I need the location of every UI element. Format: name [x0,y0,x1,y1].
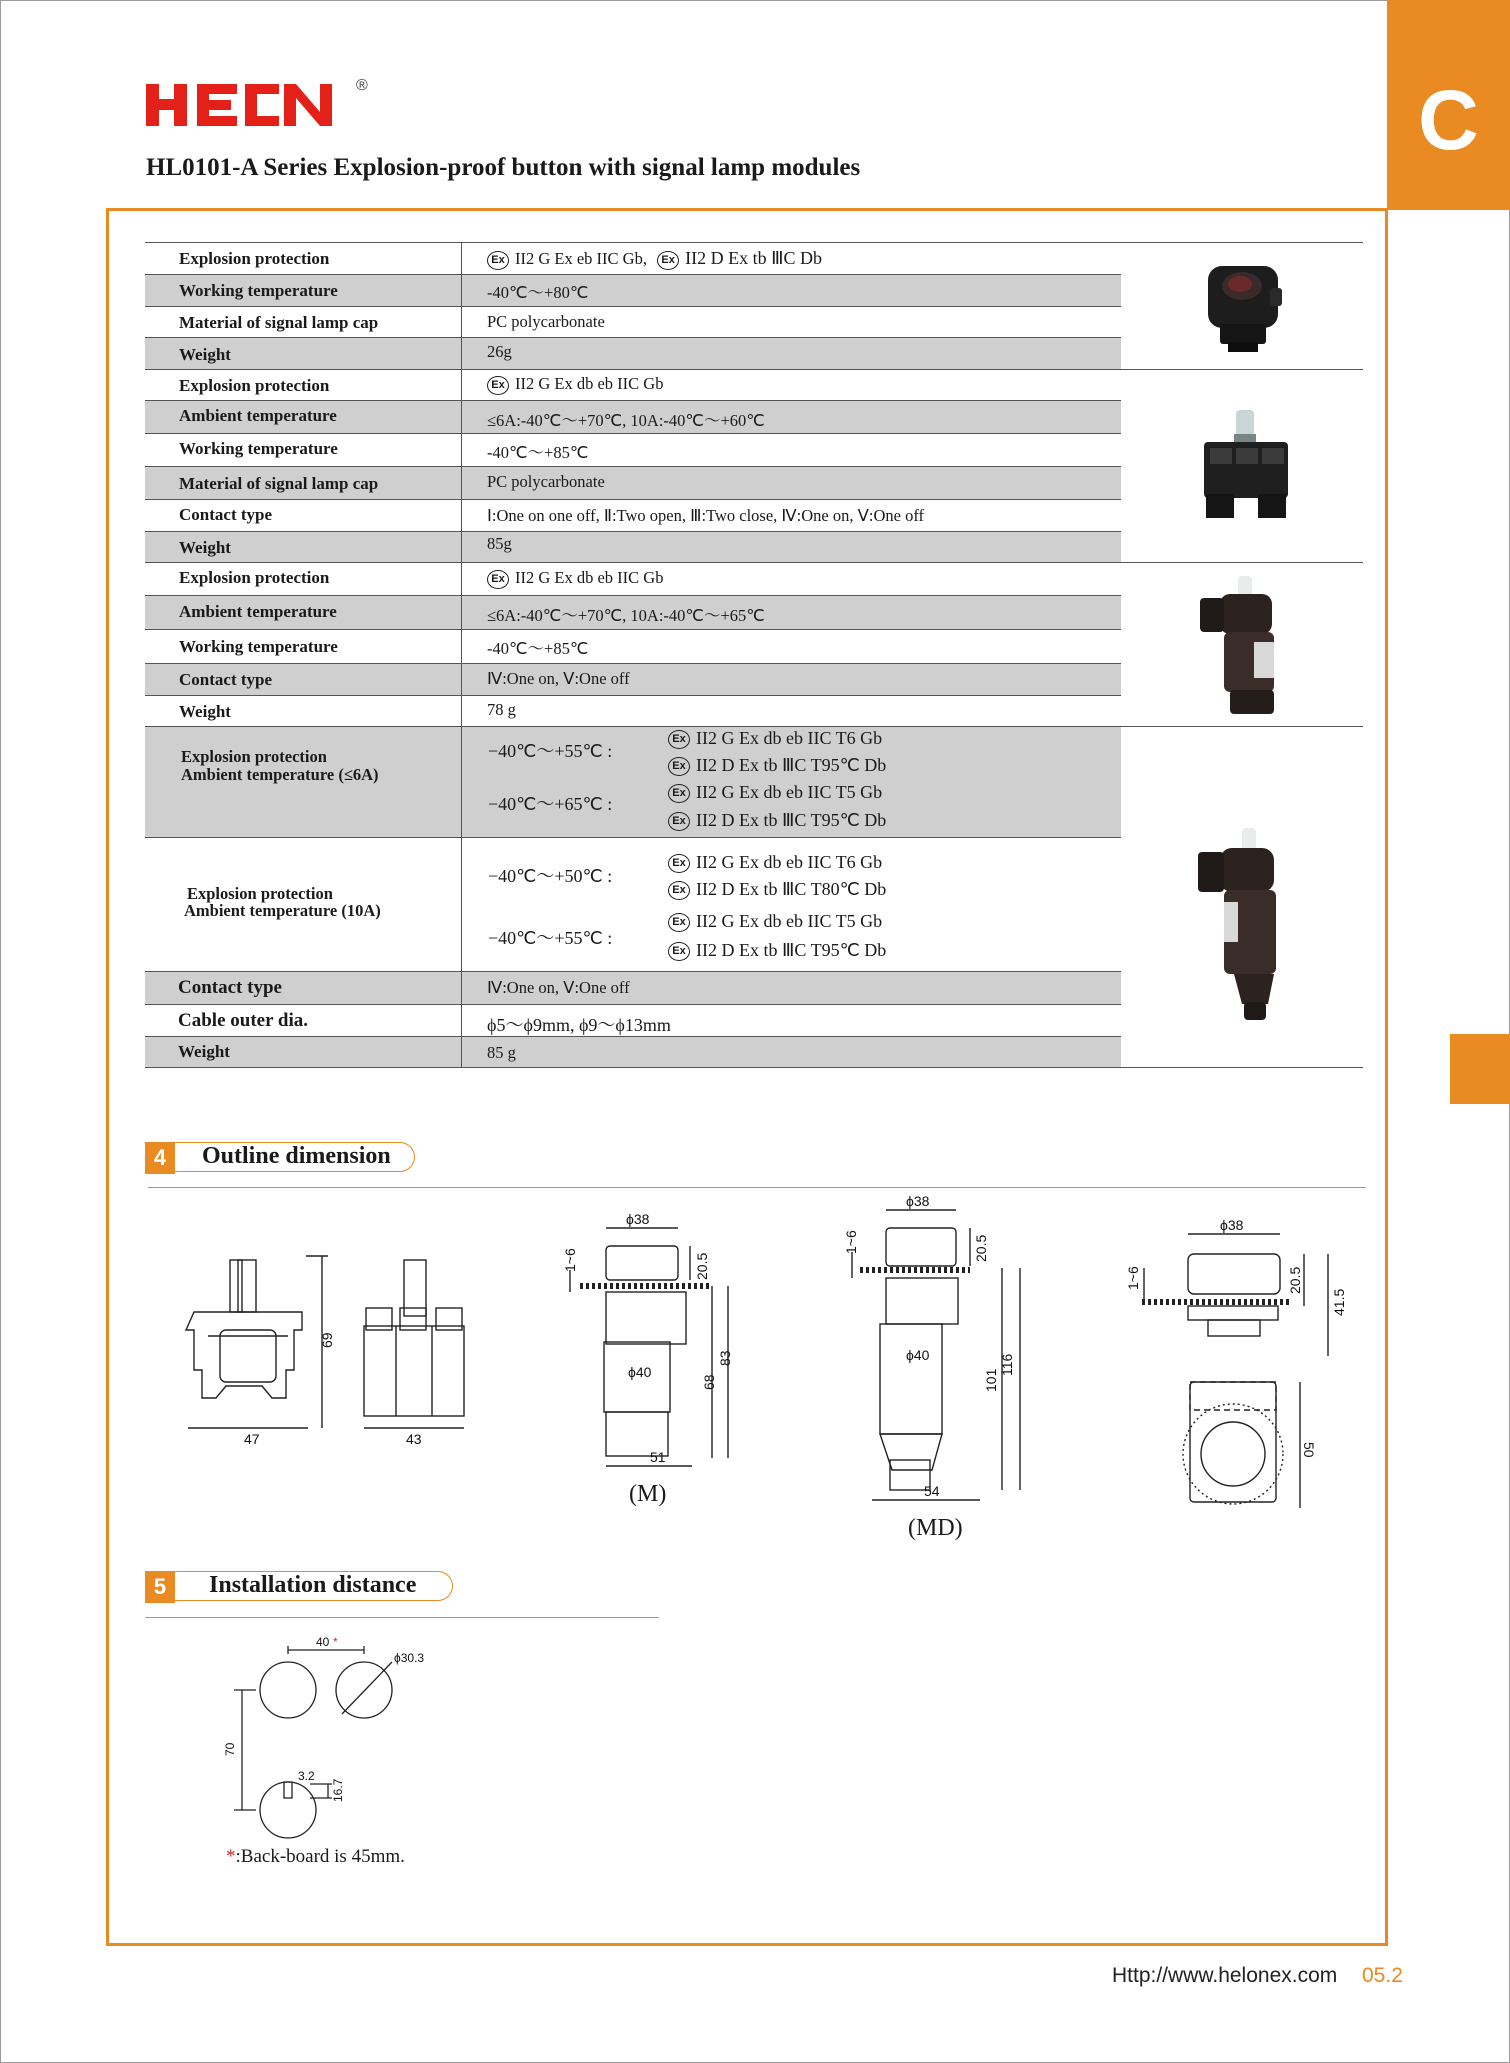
section-tab: C [1387,0,1510,210]
ex-mark-icon: Ex [668,812,690,831]
row-label: Weight [179,538,231,557]
table-row [145,727,1121,838]
svg-text:®: ® [356,77,368,94]
section-number: 5 [145,1571,175,1603]
table-row [145,307,1121,338]
table-row [145,532,1121,563]
row-value [487,374,663,395]
ex-marking: II2 D Ex tb ⅢC T80℃ Db [696,879,887,899]
caption-m: (M) [629,1481,667,1507]
section-rule [148,1187,1366,1188]
row-label: Explosion protection [187,884,333,903]
dim-label: ϕ30.3 [394,1651,425,1665]
row-label: Material of signal lamp cap [179,474,379,493]
row-label: Contact type [179,505,273,524]
temp-range: −40℃～+65℃ : [488,794,613,814]
row-label: Ambient temperature [179,602,337,621]
row-label: Weight [178,1042,230,1061]
ex-marking: II2 D Ex tb ⅢC T95℃ Db [696,940,887,960]
column-divider [461,243,462,1068]
ex-mark-icon: Ex [487,570,509,589]
table-row [145,467,1121,500]
brand-logo [144,76,374,137]
installation-distance-drawing [220,1628,450,1848]
product-photo-m-module [1194,576,1286,723]
dim-label: 54 [924,1483,940,1499]
dim-label: ϕ38 [626,1211,650,1227]
ex-mark-icon: Ex [487,376,509,395]
dim-label: ϕ38 [1220,1217,1244,1233]
product-photo-lamp-cap [1198,258,1288,361]
table-row [145,338,1121,370]
dim-label: 40 [316,1635,330,1649]
row-label: Explosion protection [181,747,327,766]
ex-mark-icon: Ex [668,881,690,900]
row-value: -40℃～+80℃ [487,283,589,302]
row-label: Weight [179,702,231,721]
dim-label: 16.7 [331,1778,345,1802]
row-value: 85g [487,534,512,553]
temp-range: −40℃～+55℃ : [488,741,613,761]
ex-marking: II2 G Ex db eb IIC Gb [515,568,664,587]
ex-mark-icon: Ex [487,251,509,270]
row-value: PC polycarbonate [487,472,605,491]
temp-range: −40℃～+50℃ : [488,866,613,886]
table-row [145,370,1121,401]
section-title: Outline dimension [202,1143,391,1169]
table-row [145,500,1121,532]
row-label: Ambient temperature [179,406,337,425]
ex-marking: II2 G Ex db eb IIC T5 Gb [696,782,883,802]
row-value: ≤6A:-40℃～+70℃, 10A:-40℃～+60℃ [487,411,765,430]
row-label: Ambient temperature (≤6A) [181,765,379,784]
temp-range: −40℃～+55℃ : [488,928,613,948]
row-value: -40℃～+85℃ [487,443,589,462]
ex-mark-icon: Ex [668,757,690,776]
group-divider [1121,369,1363,370]
dim-label: 50 [1301,1442,1317,1458]
ex-marking: II2 G Ex db eb IIC T6 Gb [696,728,883,748]
outline-dimension-drawings [180,1190,1380,1540]
note-asterisk: * [226,1846,236,1867]
dim-label: 69 [319,1332,335,1348]
table-row [145,664,1121,696]
row-value: -40℃～+85℃ [487,639,589,658]
row-value: Ⅳ:One on, Ⅴ:One off [487,669,630,688]
row-value [487,568,663,589]
row-label: Explosion protection [179,376,330,395]
group-divider [1121,562,1363,563]
row-label: Cable outer dia. [178,1010,309,1031]
dim-label: ϕ40 [906,1347,930,1363]
ex-mark-icon: Ex [668,942,690,961]
table-row [145,243,1121,275]
dim-label: 51 [650,1449,666,1465]
group-divider [1121,1067,1363,1068]
table-row [145,630,1121,664]
table-row [145,401,1121,434]
drawing-contact-block-front [364,1260,464,1428]
dim-label: 116 [999,1353,1015,1376]
table-row [145,563,1121,596]
ex-mark-icon: Ex [668,854,690,873]
dim-label: 1~6 [562,1248,578,1272]
ex-mark-icon: Ex [668,730,690,749]
ex-marking: II2 D Ex tb ⅢC Db [685,248,822,268]
drawing-md-module [852,1210,1020,1500]
dim-label: 68 [701,1374,717,1390]
row-label: Explosion protection [179,568,330,587]
dim-label: 41.5 [1331,1288,1347,1316]
ex-mark-icon: Ex [668,784,690,803]
dim-label: 1~6 [1125,1266,1141,1290]
row-label: Contact type [178,977,282,998]
row-value: PC polycarbonate [487,312,605,331]
table-row [145,1037,1121,1068]
row-label: Explosion protection [179,249,330,268]
row-label: Working temperature [179,439,338,458]
dim-label: 3.2 [298,1769,315,1783]
ex-mark-icon: Ex [657,251,679,270]
side-tab-marker [1450,1034,1510,1104]
row-label: Weight [179,345,231,364]
note-text: :Back-board is 45mm. [235,1846,405,1867]
table-row [145,596,1121,630]
dim-label: 20.5 [694,1252,710,1280]
dim-label: 101 [983,1368,999,1392]
section-title: Installation distance [209,1572,417,1598]
table-row [145,972,1121,1005]
row-value: 78 g [487,700,516,719]
ex-marking: II2 G Ex eb IIC Gb, [515,249,647,268]
row-label: Working temperature [179,281,338,300]
dim-label: 70 [223,1742,237,1756]
row-label: Material of signal lamp cap [179,313,379,332]
product-photo-contact-block [1198,408,1294,531]
dim-asterisk: * [333,1635,338,1649]
table-row [145,275,1121,307]
dim-label: 1~6 [843,1230,859,1254]
heon-logo-icon [144,76,374,132]
section-rule [145,1617,659,1618]
row-value: ϕ5～ϕ9mm, ϕ9～ϕ13mm [487,1015,671,1035]
footer-url[interactable]: Http://www.helonex.com [1112,1964,1338,1987]
dim-label: 20.5 [973,1234,989,1262]
table-row [145,696,1121,727]
ex-marking: II2 G Ex db eb IIC T6 Gb [696,852,883,872]
ex-marking: II2 G Ex db eb IIC Gb [515,374,664,393]
ex-marking: II2 D Ex tb ⅢC T95℃ Db [696,810,887,830]
section-number: 4 [145,1142,175,1174]
row-label: Contact type [179,670,273,689]
dim-label: 43 [406,1431,422,1447]
table-row [145,838,1121,972]
ex-mark-icon: Ex [668,913,690,932]
group-divider [1121,726,1363,727]
table-row [145,434,1121,467]
product-photo-md-module [1190,828,1290,1029]
row-value: ≤6A:-40℃～+70℃, 10A:-40℃～+65℃ [487,606,765,625]
section-4-header [145,1142,415,1174]
ex-marking: II2 D Ex tb ⅢC T95℃ Db [696,755,887,775]
dim-label: 83 [717,1350,733,1366]
row-value: 85 g [487,1043,516,1062]
footer-page-number: 05.2 [1362,1964,1403,1987]
row-label: Ambient temperature (10A) [184,901,381,920]
row-value: Ⅳ:One on, Ⅴ:One off [487,978,630,997]
row-value: 26g [487,342,512,361]
row-value [487,248,822,270]
row-value: Ⅰ:One on one off, Ⅱ:Two open, Ⅲ:Two close, Ⅳ:One on, Ⅴ:One off [487,506,925,525]
dim-label: 20.5 [1287,1266,1303,1294]
row-label: Working temperature [179,637,338,656]
page-title: HL0101-A Series Explosion-proof button with signal lamp modules [146,154,861,181]
dim-label: ϕ40 [628,1364,652,1380]
drawing-contact-block-side [186,1256,328,1428]
section-5-header [145,1571,455,1603]
table-row [145,1005,1121,1037]
dim-label: 47 [244,1431,260,1447]
installation-note [226,1846,405,1868]
ex-marking: II2 G Ex db eb IIC T5 Gb [696,911,883,931]
caption-md: (MD) [908,1515,963,1541]
dim-label: ϕ38 [906,1193,930,1209]
